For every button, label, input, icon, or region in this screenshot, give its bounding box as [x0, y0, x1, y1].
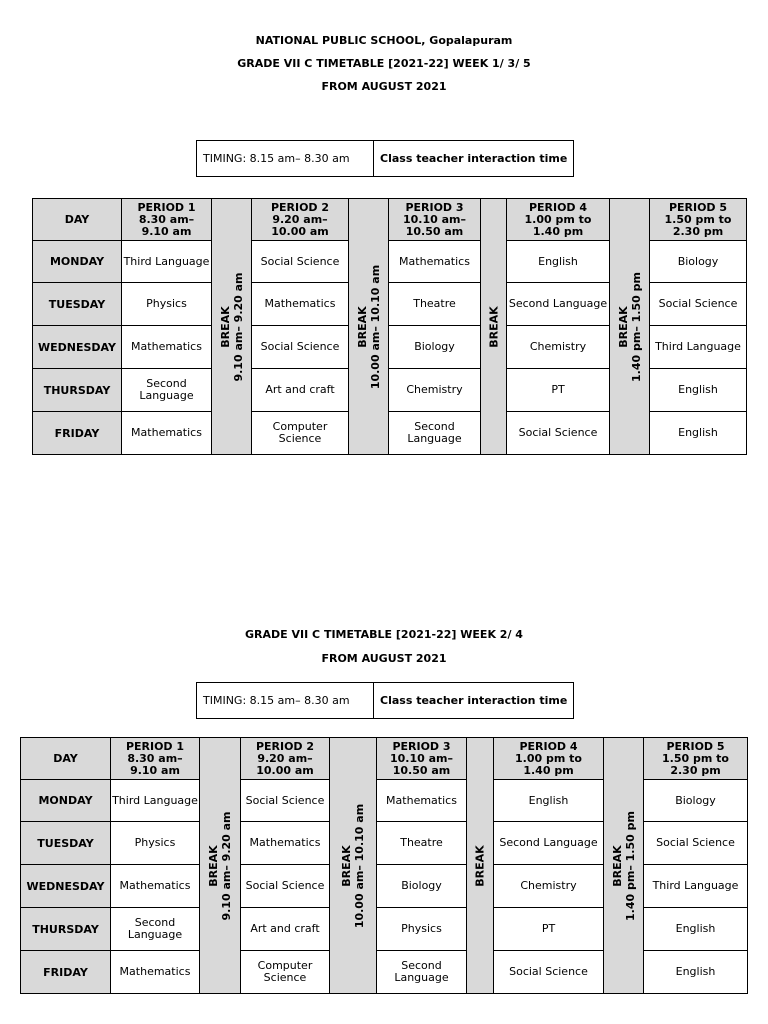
subject-cell: Computer Science — [241, 951, 330, 994]
period-header-line: 9.10 am — [130, 763, 180, 777]
break-title: BREAK — [218, 305, 232, 348]
period-header-line: 1.40 pm — [532, 224, 584, 238]
subject-cell: PT — [507, 369, 610, 412]
period-1-header — [122, 199, 212, 241]
day-label: MONDAY — [21, 780, 111, 822]
timing-value: Class teacher interaction time — [374, 683, 574, 719]
period-header-line: 1.50 pm to — [662, 751, 729, 765]
break-label — [617, 272, 643, 382]
day-label: WEDNESDAY — [21, 865, 111, 908]
period-header-line: 10.10 am– — [402, 212, 466, 226]
period-header-line: PERIOD 2 — [255, 739, 315, 753]
period-header-line: PERIOD 3 — [392, 739, 451, 753]
subject-cell: Mathematics — [389, 241, 481, 283]
subject-cell: Second Language — [494, 822, 604, 865]
day-label: WEDNESDAY — [33, 326, 122, 369]
break-column-3 — [467, 738, 494, 994]
period-5-header — [650, 199, 747, 241]
timetable-title-week-2-4: GRADE VII C TIMETABLE [2021-22] WEEK 2/ 4 — [245, 628, 523, 641]
period-header-line: 1.00 pm to — [515, 751, 582, 765]
subject-cell: Mathematics — [122, 412, 212, 455]
subject-cell: Third Language — [122, 241, 212, 283]
subject-cell: Biology — [650, 241, 747, 283]
period-header-line: PERIOD 3 — [405, 200, 464, 214]
subject-cell: Social Science — [650, 283, 747, 326]
period-header-line: 9.20 am– — [257, 751, 313, 765]
subject-cell: Mathematics — [241, 822, 330, 865]
period-header-line: PERIOD 5 — [666, 739, 725, 753]
period-header-line: 2.30 pm — [670, 763, 721, 777]
break-label — [474, 845, 487, 886]
effective-date: FROM AUGUST 2021 — [321, 652, 447, 665]
subject-cell: Mathematics — [111, 865, 200, 908]
timing-label: TIMING: 8.15 am– 8.30 am — [197, 683, 374, 719]
break-time: 9.10 am– 9.20 am — [220, 810, 233, 921]
effective-date: FROM AUGUST 2021 — [321, 80, 447, 93]
day-header: DAY — [33, 199, 122, 241]
day-label: FRIDAY — [33, 412, 122, 455]
subject-cell: Social Science — [252, 241, 349, 283]
period-3-header — [377, 738, 467, 780]
period-header-line: PERIOD 5 — [668, 200, 728, 214]
period-header-line: 1.40 pm — [523, 763, 574, 777]
period-header-line: 1.50 pm to — [664, 212, 732, 226]
period-header-line: PERIOD 1 — [137, 200, 196, 214]
subject-cell: PT — [494, 908, 604, 951]
subject-cell: Art and craft — [241, 908, 330, 951]
subject-cell: Computer Science — [252, 412, 349, 455]
timetable-week-2-4 — [20, 737, 748, 994]
subject-cell: Second Language — [111, 908, 200, 951]
break-title: BREAK — [610, 844, 624, 887]
break-title: BREAK — [207, 844, 220, 887]
subject-cell: English — [644, 908, 748, 951]
period-header-line: 8.30 am– — [138, 212, 195, 226]
subject-cell: Mathematics — [111, 951, 200, 994]
subject-cell: English — [650, 412, 747, 455]
period-header-line: 1.00 pm to — [524, 212, 592, 226]
period-header-line: PERIOD 4 — [519, 739, 578, 753]
break-title: BREAK — [355, 305, 369, 348]
break-column-4 — [610, 199, 650, 455]
subject-cell: Biology — [389, 326, 481, 369]
day-label: THURSDAY — [21, 908, 111, 951]
subject-cell: Chemistry — [494, 865, 604, 908]
period-3-header — [389, 199, 481, 241]
period-header-line: 10.00 am — [256, 763, 314, 777]
subject-cell: Social Science — [644, 822, 748, 865]
break-column-1 — [200, 738, 241, 994]
timing-label: TIMING: 8.15 am– 8.30 am — [197, 141, 374, 177]
break-label — [219, 272, 245, 381]
subject-cell: Physics — [377, 908, 467, 951]
period-1-header — [111, 738, 200, 780]
subject-cell: Second Language — [377, 951, 467, 994]
subject-cell: Mathematics — [377, 780, 467, 822]
period-header-line: PERIOD 4 — [528, 200, 588, 214]
break-column-4 — [604, 738, 644, 994]
period-5-header — [644, 738, 748, 780]
day-label: FRIDAY — [21, 951, 111, 994]
subject-cell: Second Language — [389, 412, 481, 455]
subject-cell: English — [644, 951, 748, 994]
subject-cell: English — [507, 241, 610, 283]
period-2-header — [252, 199, 349, 241]
subject-cell: Social Science — [241, 780, 330, 822]
period-header-line: 10.50 am — [392, 763, 451, 777]
subject-cell: English — [650, 369, 747, 412]
break-time: 10.00 am– 10.10 am — [368, 264, 382, 389]
period-header-line: PERIOD 1 — [125, 739, 185, 753]
break-time: 1.40 pm– 1.50 pm — [629, 271, 643, 382]
period-header-line: PERIOD 2 — [270, 200, 330, 214]
break-label — [207, 811, 233, 920]
subject-cell: English — [494, 780, 604, 822]
break-label — [340, 803, 366, 927]
break-title: BREAK — [340, 844, 353, 887]
timing-value: Class teacher interaction time — [374, 141, 574, 177]
subject-cell: Second Language — [507, 283, 610, 326]
day-label: THURSDAY — [33, 369, 122, 412]
subject-cell: Theatre — [389, 283, 481, 326]
subject-cell: Biology — [377, 865, 467, 908]
subject-cell: Social Science — [494, 951, 604, 994]
period-header-line: 9.20 am– — [272, 212, 328, 226]
break-time: 1.40 pm– 1.50 pm — [623, 810, 637, 921]
subject-cell: Third Language — [111, 780, 200, 822]
break-column-2 — [349, 199, 389, 455]
period-header-line: 10.10 am– — [389, 751, 453, 765]
subject-cell: Biology — [644, 780, 748, 822]
period-header-line: 10.50 am — [405, 224, 464, 238]
period-header-line: 2.30 pm — [672, 224, 724, 238]
break-time: 10.00 am– 10.10 am — [353, 803, 366, 928]
subject-cell: Theatre — [377, 822, 467, 865]
break-column-2 — [330, 738, 377, 994]
period-header-line: 8.30 am– — [127, 751, 183, 765]
timing-box — [196, 682, 574, 719]
subject-cell: Art and craft — [252, 369, 349, 412]
day-label: MONDAY — [33, 241, 122, 283]
day-label: TUESDAY — [21, 822, 111, 865]
break-title: BREAK — [473, 844, 487, 887]
subject-cell: Mathematics — [252, 283, 349, 326]
timing-box — [196, 140, 574, 177]
period-header-line: 9.10 am — [141, 224, 192, 238]
subject-cell: Chemistry — [389, 369, 481, 412]
timetable-week-1-3-5 — [32, 198, 747, 455]
period-4-header — [507, 199, 610, 241]
break-label — [356, 264, 382, 388]
subject-cell: Social Science — [241, 865, 330, 908]
subject-cell: Physics — [122, 283, 212, 326]
break-column-1 — [212, 199, 252, 455]
break-title: BREAK — [487, 305, 500, 348]
break-label — [611, 811, 637, 921]
subject-cell: Social Science — [252, 326, 349, 369]
period-4-header — [494, 738, 604, 780]
break-column-3 — [481, 199, 507, 455]
subject-cell: Mathematics — [122, 326, 212, 369]
timetable-title-week-1-3-5: GRADE VII C TIMETABLE [2021-22] WEEK 1/ 3/ 5 — [237, 57, 531, 70]
period-header-line: 10.00 am — [271, 224, 329, 238]
school-name: NATIONAL PUBLIC SCHOOL, Gopalapuram — [255, 34, 513, 47]
subject-cell: Physics — [111, 822, 200, 865]
break-label — [487, 306, 500, 347]
break-time: 9.10 am– 9.20 am — [231, 271, 245, 382]
period-2-header — [241, 738, 330, 780]
day-header: DAY — [21, 738, 111, 780]
break-title: BREAK — [616, 305, 630, 348]
subject-cell: Chemistry — [507, 326, 610, 369]
subject-cell: Third Language — [650, 326, 747, 369]
subject-cell: Third Language — [644, 865, 748, 908]
subject-cell: Second Language — [122, 369, 212, 412]
day-label: TUESDAY — [33, 283, 122, 326]
subject-cell: Social Science — [507, 412, 610, 455]
